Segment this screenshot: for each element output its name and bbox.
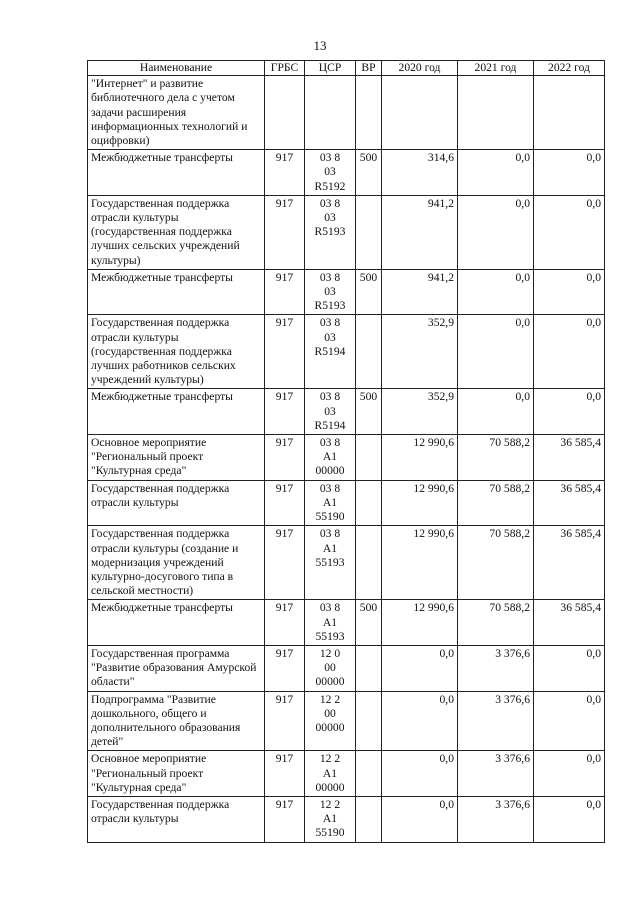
row-2020-cell: 352,9 xyxy=(382,389,458,435)
row-name-cell: Межбюджетные трансферты xyxy=(88,150,265,196)
row-csr-cell xyxy=(305,150,356,196)
row-csr-cell xyxy=(305,195,356,269)
row-2022-cell: 0,0 xyxy=(534,389,605,435)
row-vr-cell xyxy=(356,526,382,600)
table-row xyxy=(88,195,605,269)
csr-code-line: 03 8 xyxy=(319,151,341,165)
csr-code-line: R5192 xyxy=(314,179,346,193)
csr-code-line: 03 8 xyxy=(319,527,341,541)
row-grbs-cell: 917 xyxy=(265,150,305,196)
row-name-cell: "Интернет" и развитие библиотечного дела с учетом задачи расширения информационных технологий и оцифровки) xyxy=(88,76,265,150)
table-row xyxy=(88,150,605,196)
row-csr-cell xyxy=(305,796,356,842)
csr-code-line: 55190 xyxy=(315,826,345,840)
row-grbs-cell: 917 xyxy=(265,526,305,600)
row-grbs-cell: 917 xyxy=(265,315,305,389)
row-grbs-cell: 917 xyxy=(265,600,305,646)
budget-table xyxy=(87,60,605,843)
csr-code-line: 00000 xyxy=(315,675,345,689)
csr-code-line: 03 8 xyxy=(319,196,341,210)
csr-code-line: 03 8 xyxy=(319,390,341,404)
header-grbs: ГРБС xyxy=(265,61,305,76)
row-vr-cell: 500 xyxy=(356,150,382,196)
row-2022-cell: 36 585,4 xyxy=(534,480,605,526)
row-2020-cell: 12 990,6 xyxy=(382,435,458,481)
csr-code-line: R5193 xyxy=(314,299,346,313)
row-vr-cell xyxy=(356,315,382,389)
row-2022-cell: 0,0 xyxy=(534,796,605,842)
csr-code-line: 03 8 xyxy=(319,601,341,615)
table-row xyxy=(88,315,605,389)
csr-code-line: 12 2 xyxy=(319,752,341,766)
row-2021-cell: 3 376,6 xyxy=(458,796,534,842)
row-2020-cell: 12 990,6 xyxy=(382,600,458,646)
csr-code-line: 12 2 xyxy=(319,797,341,811)
row-csr-cell xyxy=(305,645,356,691)
row-2022-cell: 0,0 xyxy=(534,645,605,691)
table-row xyxy=(88,76,605,150)
row-name-cell: Подпрограмма "Развитие дошкольного, общего и дополнительного образования детей" xyxy=(88,691,265,751)
row-2021-cell: 0,0 xyxy=(458,269,534,315)
row-csr-cell xyxy=(305,315,356,389)
row-2022-cell: 36 585,4 xyxy=(534,526,605,600)
row-vr-cell xyxy=(356,435,382,481)
header-row xyxy=(88,61,605,76)
row-2020-cell: 941,2 xyxy=(382,269,458,315)
row-name-cell: Межбюджетные трансферты xyxy=(88,600,265,646)
csr-code-line: 00000 xyxy=(315,464,345,478)
table-row xyxy=(88,645,605,691)
row-2020-cell: 0,0 xyxy=(382,796,458,842)
row-vr-cell xyxy=(356,645,382,691)
row-2020-cell: 12 990,6 xyxy=(382,526,458,600)
csr-code-line: 03 8 xyxy=(319,481,341,495)
row-csr-cell xyxy=(305,269,356,315)
row-2022-cell: 0,0 xyxy=(534,691,605,751)
row-csr-cell xyxy=(305,76,356,150)
row-2020-cell: 941,2 xyxy=(382,195,458,269)
header-csr: ЦСР xyxy=(305,61,356,76)
row-vr-cell xyxy=(356,691,382,751)
table-row xyxy=(88,691,605,751)
row-csr-cell xyxy=(305,691,356,751)
row-grbs-cell: 917 xyxy=(265,195,305,269)
row-grbs-cell: 917 xyxy=(265,269,305,315)
header-2022: 2022 год xyxy=(534,61,605,76)
row-grbs-cell: 917 xyxy=(265,645,305,691)
csr-code-line: R5193 xyxy=(314,225,346,239)
row-vr-cell xyxy=(356,195,382,269)
row-2021-cell: 0,0 xyxy=(458,315,534,389)
row-grbs-cell: 917 xyxy=(265,389,305,435)
csr-code-line: A1 xyxy=(322,812,338,826)
csr-code-line: 12 0 xyxy=(319,646,341,660)
row-csr-cell xyxy=(305,526,356,600)
row-2020-cell xyxy=(382,76,458,150)
row-2022-cell: 0,0 xyxy=(534,150,605,196)
csr-code-line: 00 xyxy=(324,706,336,720)
table-row xyxy=(88,435,605,481)
csr-code-line: 03 xyxy=(324,330,336,344)
row-vr-cell xyxy=(356,76,382,150)
row-2022-cell: 0,0 xyxy=(534,751,605,797)
csr-code-line: 03 8 xyxy=(319,270,341,284)
header-2020: 2020 год xyxy=(382,61,458,76)
row-2021-cell: 0,0 xyxy=(458,150,534,196)
header-2021: 2021 год xyxy=(458,61,534,76)
table-row xyxy=(88,480,605,526)
csr-code-line: A1 xyxy=(322,615,338,629)
table-row xyxy=(88,526,605,600)
row-name-cell: Межбюджетные трансферты xyxy=(88,269,265,315)
csr-code-line: A1 xyxy=(322,495,338,509)
csr-code-line: 00 xyxy=(324,661,336,675)
row-grbs-cell: 917 xyxy=(265,796,305,842)
row-2021-cell: 0,0 xyxy=(458,389,534,435)
row-csr-cell xyxy=(305,480,356,526)
header-vr: ВР xyxy=(356,61,382,76)
row-grbs-cell: 917 xyxy=(265,480,305,526)
header-name: Наименование xyxy=(88,61,265,76)
csr-code-line: 03 8 xyxy=(319,436,341,450)
row-name-cell: Основное мероприятие "Региональный проект "Культурная среда" xyxy=(88,435,265,481)
row-vr-cell xyxy=(356,480,382,526)
row-csr-cell xyxy=(305,435,356,481)
csr-code-line: 03 xyxy=(324,404,336,418)
row-2020-cell: 0,0 xyxy=(382,645,458,691)
table-row xyxy=(88,751,605,797)
row-grbs-cell xyxy=(265,76,305,150)
csr-code-line: 12 2 xyxy=(319,692,341,706)
csr-code-line: R5194 xyxy=(314,418,346,432)
row-2022-cell: 36 585,4 xyxy=(534,435,605,481)
csr-code-line: R5194 xyxy=(314,344,346,358)
csr-code-line: 03 xyxy=(324,285,336,299)
row-name-cell: Государственная поддержка отрасли культуры xyxy=(88,796,265,842)
row-2021-cell: 70 588,2 xyxy=(458,600,534,646)
row-grbs-cell: 917 xyxy=(265,435,305,481)
row-2021-cell: 0,0 xyxy=(458,195,534,269)
row-2021-cell: 70 588,2 xyxy=(458,526,534,600)
row-2020-cell: 352,9 xyxy=(382,315,458,389)
row-2022-cell: 0,0 xyxy=(534,315,605,389)
table-row xyxy=(88,389,605,435)
csr-code-line: A1 xyxy=(322,766,338,780)
table-row xyxy=(88,600,605,646)
row-name-cell: Государственная поддержка отрасли культуры (государственная поддержка лучших сельских учреждений культуры) xyxy=(88,195,265,269)
csr-code-line: 55190 xyxy=(315,510,345,524)
row-2021-cell xyxy=(458,76,534,150)
row-grbs-cell: 917 xyxy=(265,691,305,751)
row-2020-cell: 0,0 xyxy=(382,691,458,751)
page-number: 13 xyxy=(313,38,327,53)
csr-code-line: 55193 xyxy=(315,555,345,569)
row-2020-cell: 12 990,6 xyxy=(382,480,458,526)
row-grbs-cell: 917 xyxy=(265,751,305,797)
csr-code-line: 03 8 xyxy=(319,316,341,330)
csr-code-line: A1 xyxy=(322,541,338,555)
row-vr-cell: 500 xyxy=(356,269,382,315)
csr-code-line: 03 xyxy=(324,165,336,179)
row-csr-cell xyxy=(305,389,356,435)
row-2021-cell: 3 376,6 xyxy=(458,751,534,797)
row-name-cell: Государственная поддержка отрасли культуры (государственная поддержка лучших работников сельских учреждений культуры) xyxy=(88,315,265,389)
row-2021-cell: 70 588,2 xyxy=(458,435,534,481)
row-2022-cell: 0,0 xyxy=(534,269,605,315)
row-2022-cell: 36 585,4 xyxy=(534,600,605,646)
row-csr-cell xyxy=(305,751,356,797)
row-2020-cell: 314,6 xyxy=(382,150,458,196)
csr-code-line: A1 xyxy=(322,450,338,464)
row-name-cell: Межбюджетные трансферты xyxy=(88,389,265,435)
row-2021-cell: 3 376,6 xyxy=(458,645,534,691)
row-2021-cell: 3 376,6 xyxy=(458,691,534,751)
row-2020-cell: 0,0 xyxy=(382,751,458,797)
csr-code-line: 00000 xyxy=(315,720,345,734)
table-row xyxy=(88,796,605,842)
row-2022-cell: 0,0 xyxy=(534,195,605,269)
csr-code-line: 03 xyxy=(324,211,336,225)
row-2021-cell: 70 588,2 xyxy=(458,480,534,526)
row-vr-cell: 500 xyxy=(356,389,382,435)
row-vr-cell: 500 xyxy=(356,600,382,646)
row-name-cell: Государственная поддержка отрасли культуры xyxy=(88,480,265,526)
row-csr-cell xyxy=(305,600,356,646)
row-vr-cell xyxy=(356,796,382,842)
table-row xyxy=(88,269,605,315)
row-name-cell: Основное мероприятие "Региональный проект "Культурная среда" xyxy=(88,751,265,797)
csr-code-line: 00000 xyxy=(315,780,345,794)
row-name-cell: Государственная поддержка отрасли культуры (создание и модернизация учреждений культурно-досугового типа в сельской местности) xyxy=(88,526,265,600)
row-name-cell: Государственная программа "Развитие образования Амурской области" xyxy=(88,645,265,691)
csr-code-line: 55193 xyxy=(315,629,345,643)
row-vr-cell xyxy=(356,751,382,797)
row-2022-cell xyxy=(534,76,605,150)
